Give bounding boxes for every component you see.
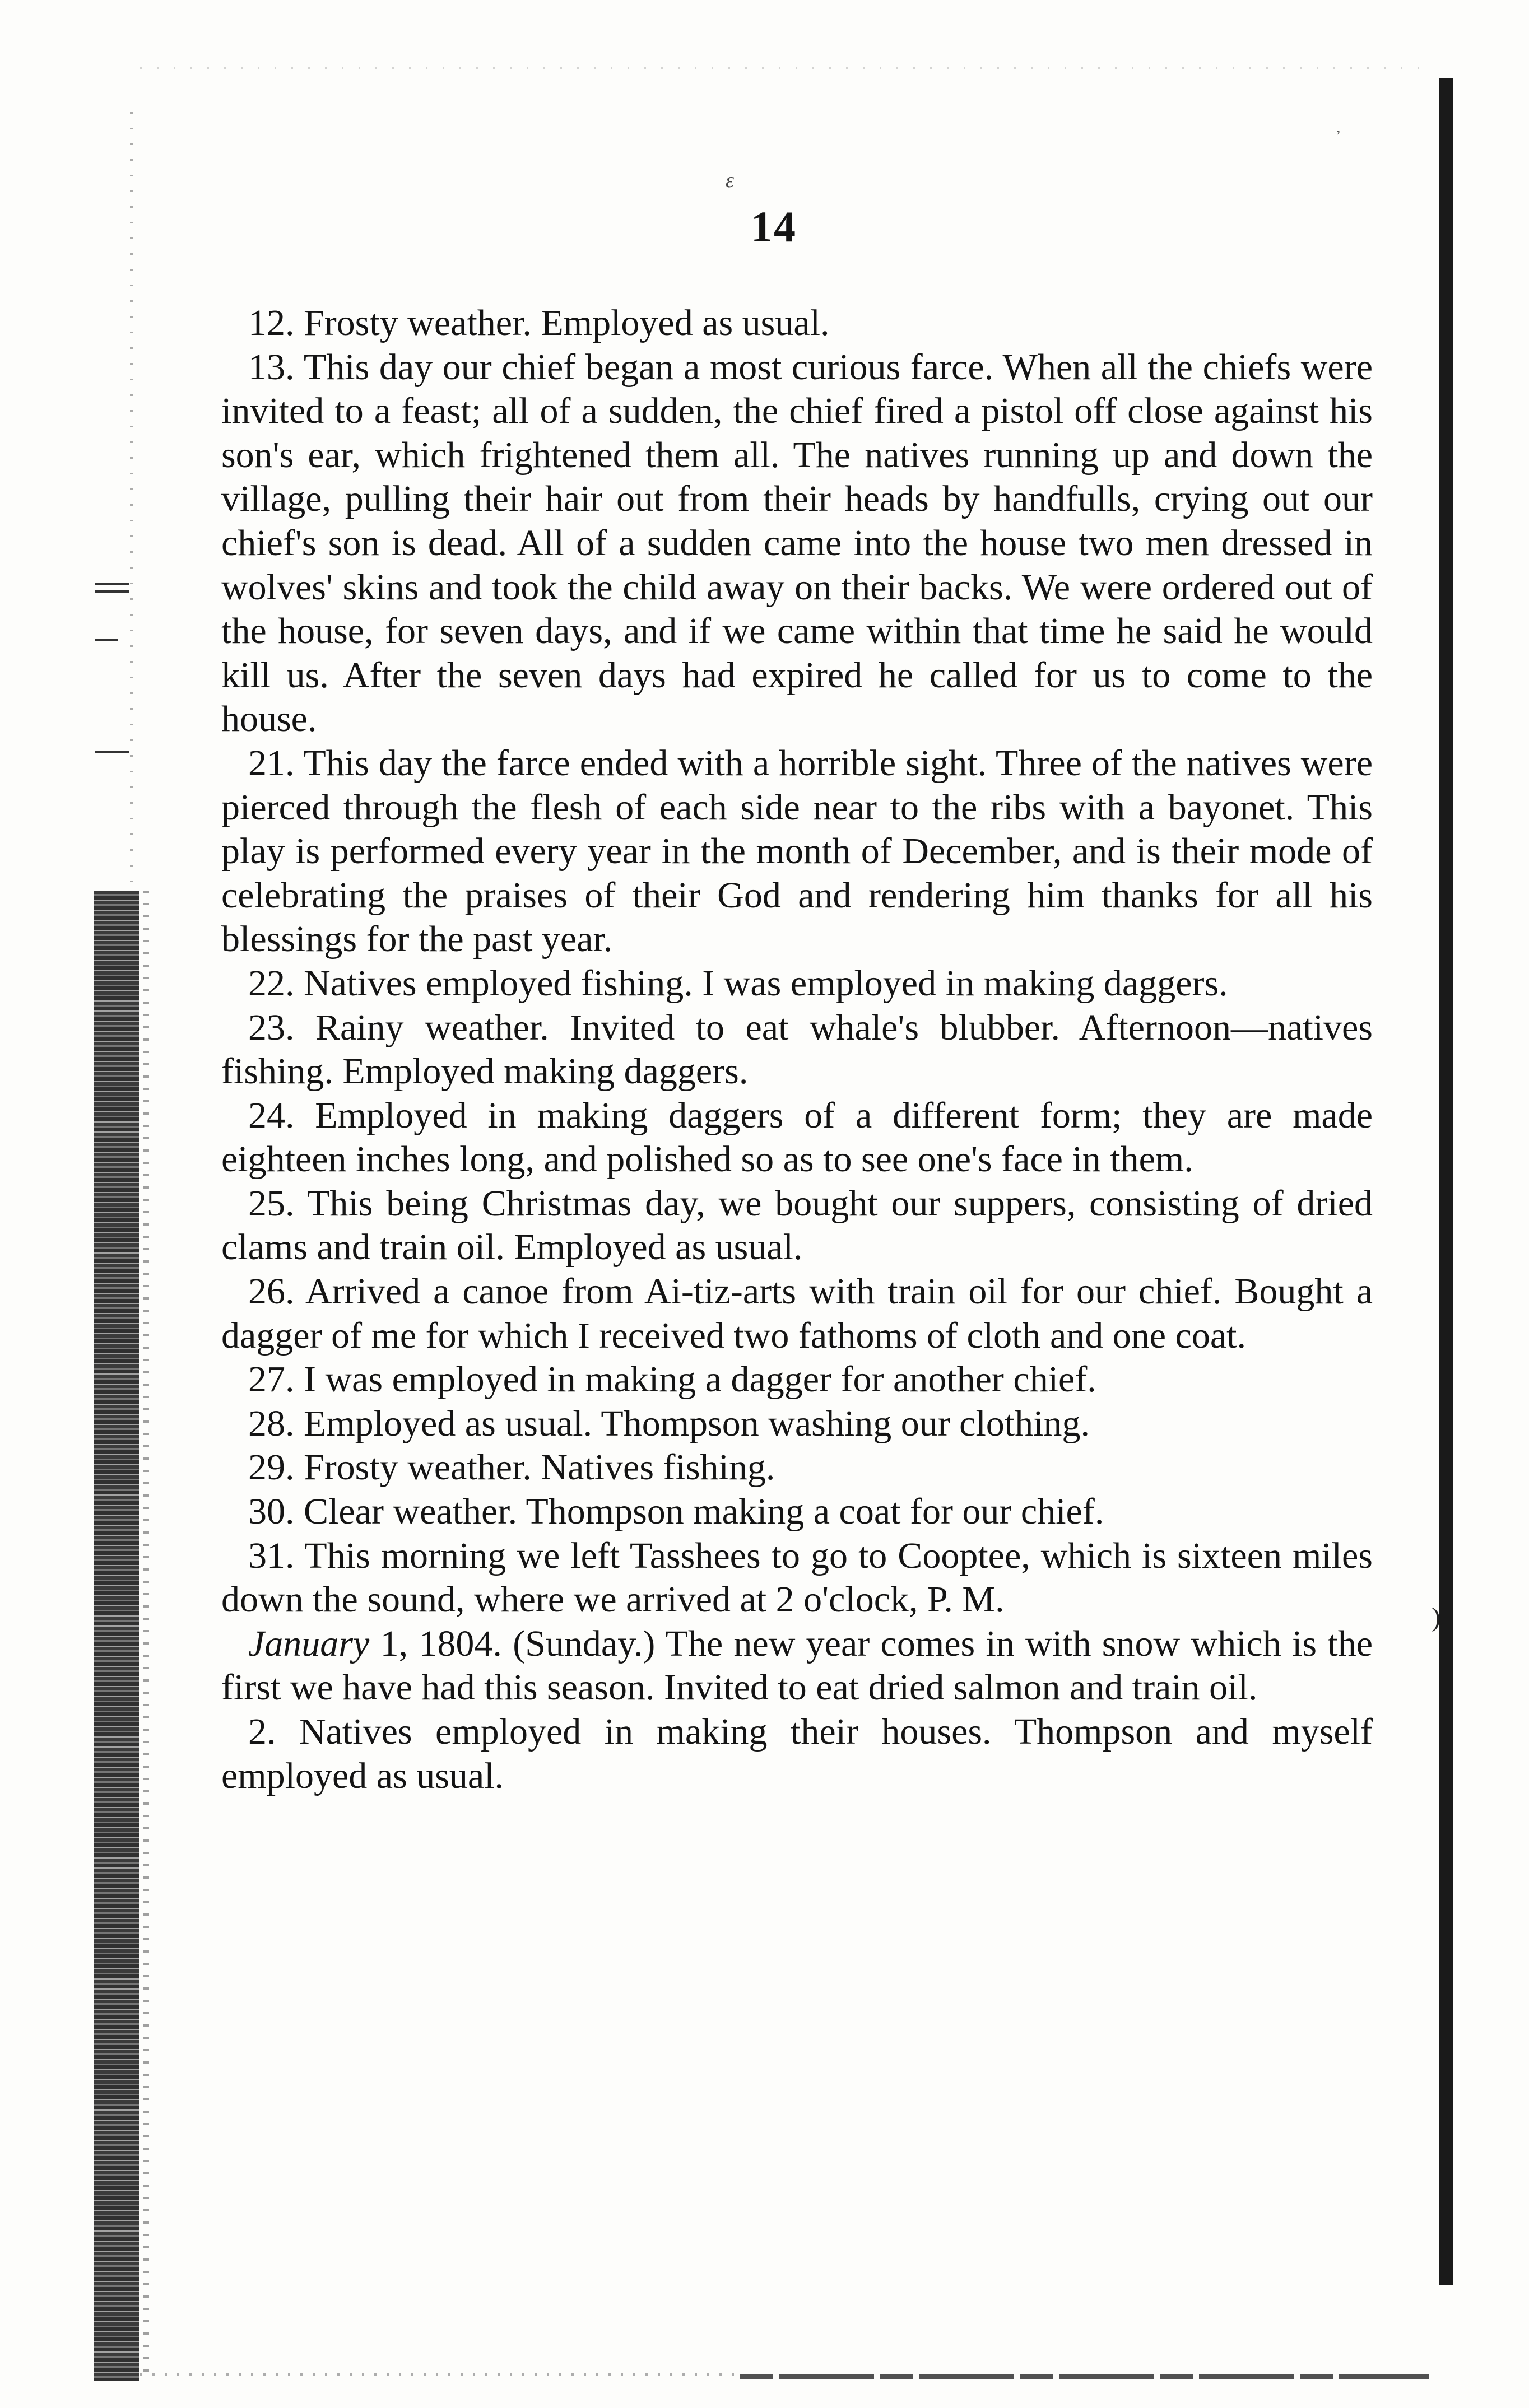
journal-entry: 27. I was employed in making a dagger for another chief. [248, 1359, 1096, 1400]
scan-binding-shadow [94, 891, 139, 2381]
journal-entry: 29. Frosty weather. Natives fishing. [248, 1447, 775, 1488]
scan-edge-right-bar [1439, 78, 1453, 2285]
journal-entry: 26. Arrived a canoe from Ai-tiz-arts with train oil for our chief. Bought a dagger of me for which I received two fathoms of cloth and one coat. [221, 1271, 1373, 1356]
scan-edge-left [130, 112, 133, 885]
scan-bottom-rule [740, 2374, 1429, 2379]
scan-mark: , [1336, 118, 1341, 136]
scan-edge-top [140, 67, 1429, 69]
page-body [221, 301, 1373, 1798]
journal-entry: 13. This day our chief began a most curious farce. When all the chiefs were invited to a feast; all of a sudden, the chief fired a pistol off close against his son's ear, which frightened them all. The natives running up and down the village, pulling their hair out from their heads by handfulls, crying out our chief's son is dead. All of a sudden came into the house two men dressed in wolves' skins and took the child away on their backs. We were ordered out of the house, for seven days, and if we came within that time he said he would kill us. After the seven days had expired he called for us to come to the house. [221, 346, 1373, 740]
journal-entry: 28. Employed as usual. Thompson washing our clothing. [248, 1403, 1090, 1444]
scan-mark: ) [1432, 1603, 1440, 1632]
scan-edge-bottom [140, 2373, 734, 2376]
scan-mark: ε [726, 169, 734, 192]
journal-entry: 23. Rainy weather. Invited to eat whale's blubber. Afternoon—natives fishing. Employed making daggers. [221, 1007, 1373, 1092]
journal-entry: 22. Natives employed fishing. I was employed in making daggers. [248, 962, 1228, 1004]
page-number: 14 [751, 202, 797, 251]
journal-entry: 25. This being Christmas day, we bought our suppers, consisting of dried clams and train oil. Employed as usual. [221, 1182, 1373, 1268]
journal-entry: 24. Employed in making daggers of a different form; they are made eighteen inches long, and polished so as to see one's face in them. [221, 1094, 1373, 1180]
entry-text: 1, 1804. (Sunday.) The new year comes in with snow which is the first we have had this season. Invited to eat dried salmon and train oil. [221, 1623, 1373, 1708]
entry-month: January [248, 1623, 370, 1664]
journal-entry-new-year [221, 1622, 1373, 1710]
journal-entry: 2. Natives employed in making their houses. Thompson and myself employed as usual. [221, 1711, 1373, 1796]
journal-entry: 12. Frosty weather. Employed as usual. [248, 302, 830, 343]
journal-entry: 30. Clear weather. Thompson making a coat for our chief. [248, 1491, 1104, 1533]
journal-entry: 31. This morning we left Tasshees to go to Cooptee, which is sixteen miles down the sound, where we arrived at 2 o'clock, P. M. [221, 1535, 1373, 1620]
scan-margin-ticks [95, 583, 134, 767]
journal-entry: 21. This day the farce ended with a horrible sight. Three of the natives were pierced through the flesh of each side near to the ribs with a bayonet. This play is performed every year in the month of December, and is their mode of celebrating the praises of their God and rendering him thanks for all his blessings for the past year. [221, 742, 1373, 960]
